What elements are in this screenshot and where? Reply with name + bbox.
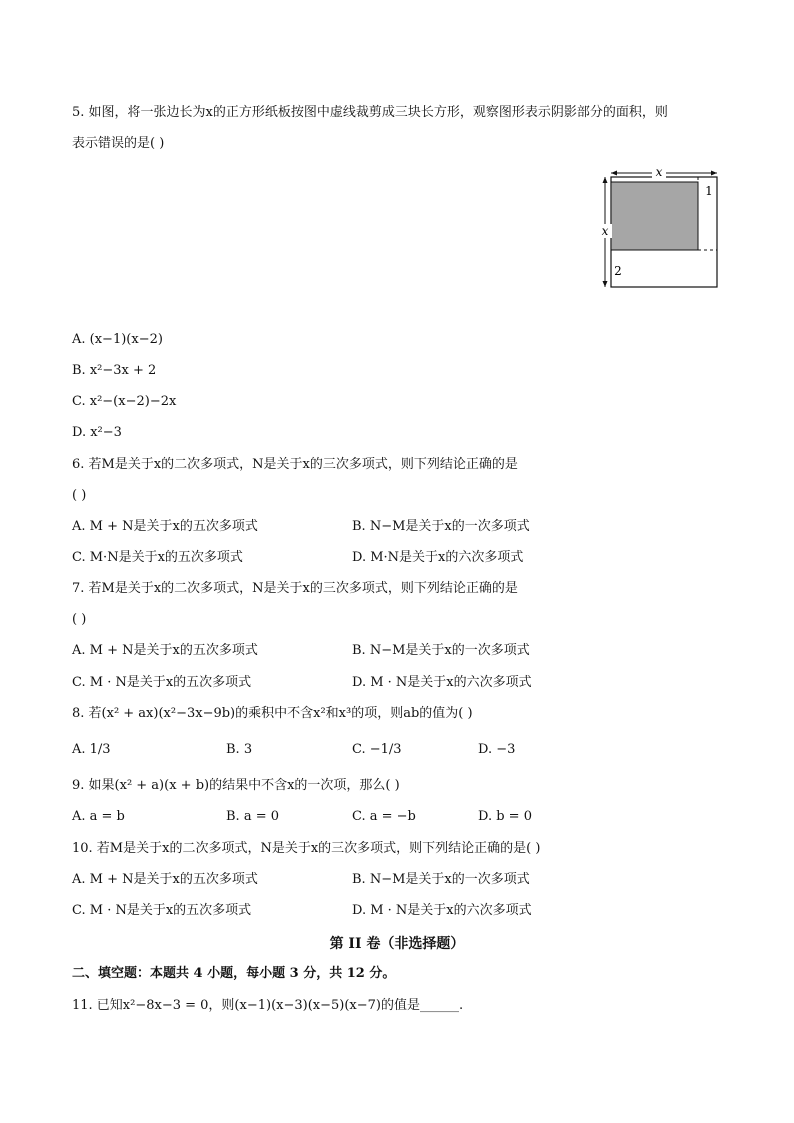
q6-option-d: D. M·N是关于x的六次多项式 bbox=[352, 550, 524, 565]
q7-option-d: D. M · N是关于x的六次多项式 bbox=[352, 675, 532, 690]
q10-option-d: D. M · N是关于x的六次多项式 bbox=[352, 903, 532, 918]
q5-option-d: D. x²−3 bbox=[72, 425, 122, 440]
q6-stem-line2: ( ) bbox=[72, 488, 87, 503]
q9-option-b: B. a = 0 bbox=[226, 809, 279, 824]
q6-option-c: C. M·N是关于x的五次多项式 bbox=[72, 550, 243, 565]
q5-figure bbox=[596, 164, 722, 292]
q7-option-c: C. M · N是关于x的五次多项式 bbox=[72, 675, 252, 690]
q5-option-b: B. x²−3x + 2 bbox=[72, 363, 157, 378]
region-label-2: 2 bbox=[614, 264, 622, 278]
q5-stem-line1: 5. 如图，将一张边长为x的正方形纸板按图中虚线裁剪成三块长方形，观察图形表示阴影部分的面积，则 bbox=[72, 105, 668, 120]
q6-option-b: B. N−M是关于x的一次多项式 bbox=[352, 519, 530, 534]
q7-option-a: A. M + N是关于x的五次多项式 bbox=[72, 643, 258, 658]
q7-stem-line1: 7. 若M是关于x的二次多项式，N是关于x的三次多项式，则下列结论正确的是 bbox=[72, 581, 518, 596]
section-title: 第 II 卷（非选择题） bbox=[329, 936, 465, 952]
q8-stem: 8. 若(x² + ax)(x²−3x−9b)的乘积中不含x²和x³的项，则ab的值为( ) bbox=[72, 706, 473, 721]
q10-stem: 10. 若M是关于x的二次多项式，N是关于x的三次多项式，则下列结论正确的是( ) bbox=[72, 841, 541, 856]
q9-option-a: A. a = b bbox=[72, 809, 125, 824]
q5-stem-line2: 表示错误的是( ) bbox=[72, 136, 165, 151]
q10-option-a: A. M + N是关于x的五次多项式 bbox=[72, 872, 258, 887]
q10-option-b: B. N−M是关于x的一次多项式 bbox=[352, 872, 530, 887]
left-x-label: x bbox=[601, 224, 609, 238]
q6-option-a: A. M + N是关于x的五次多项式 bbox=[72, 519, 258, 534]
q8-option-a: A. 1/3 bbox=[72, 742, 111, 757]
q11-stem: 11. 已知x²−8x−3 = 0，则(x−1)(x−3)(x−5)(x−7)的值是______. bbox=[72, 998, 464, 1013]
section-description: 二、填空题：本题共 4 小题，每小题 3 分，共 12 分。 bbox=[72, 966, 396, 981]
q6-stem-line1: 6. 若M是关于x的二次多项式，N是关于x的三次多项式，则下列结论正确的是 bbox=[72, 457, 518, 472]
q7-option-b: B. N−M是关于x的一次多项式 bbox=[352, 643, 530, 658]
q9-option-d: D. b = 0 bbox=[478, 809, 532, 824]
q8-option-d: D. −3 bbox=[478, 742, 516, 757]
q8-option-b: B. 3 bbox=[226, 742, 253, 757]
q5-option-c: C. x²−(x−2)−2x bbox=[72, 394, 177, 409]
q7-stem-line2: ( ) bbox=[72, 612, 87, 627]
q8-option-c: C. −1/3 bbox=[352, 742, 402, 757]
shaded-region bbox=[611, 182, 698, 250]
top-x-label: x bbox=[655, 165, 663, 179]
region-label-1: 1 bbox=[705, 184, 713, 198]
q10-option-c: C. M · N是关于x的五次多项式 bbox=[72, 903, 252, 918]
q9-option-c: C. a = −b bbox=[352, 809, 416, 824]
q5-option-a: A. (x−1)(x−2) bbox=[72, 332, 163, 347]
q9-stem: 9. 如果(x² + a)(x + b)的结果中不含x的一次项，那么( ) bbox=[72, 778, 400, 793]
